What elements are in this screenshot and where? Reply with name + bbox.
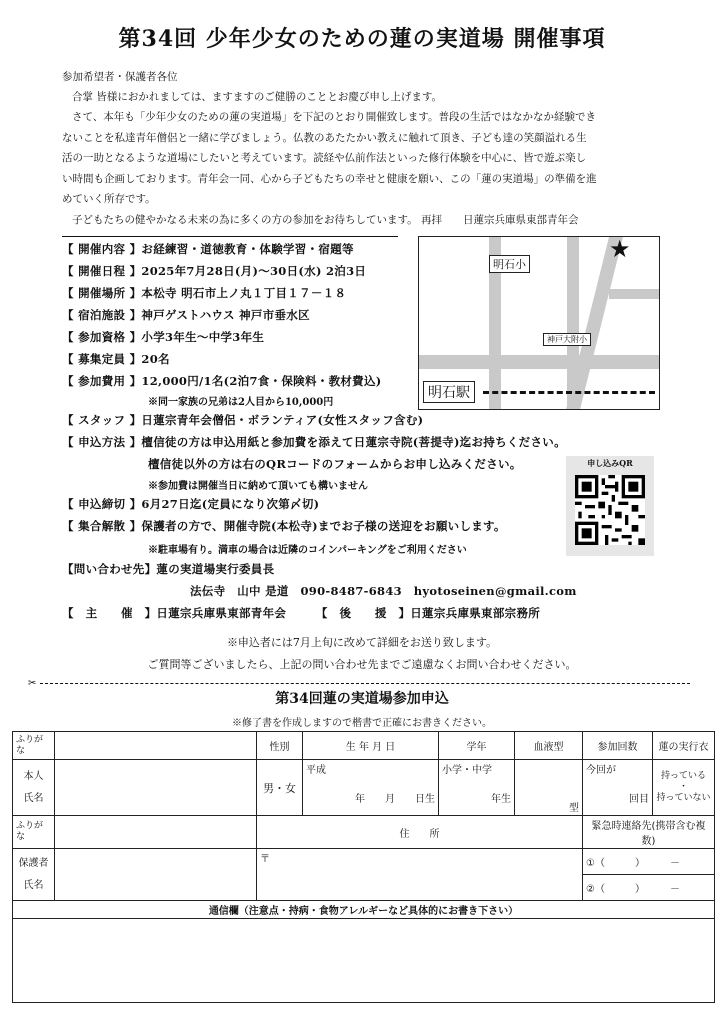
guardian-name-input[interactable]	[55, 849, 257, 901]
birth-header: 生 年 月 日	[303, 732, 439, 760]
detail-deadline: 【 申込締切 】6月27日迄(定員になり次第〆切)	[62, 497, 320, 511]
era-label: 平成	[306, 765, 326, 776]
address-input[interactable]	[257, 849, 583, 901]
detail-staff: 【 スタッフ 】日蓮宗青年会僧侶・ボランティア(女性スタッフ含む)	[62, 413, 424, 427]
map-label-kobe-fuzoku: 神戸大附小	[543, 333, 591, 346]
address-header: 住 所	[257, 816, 583, 849]
form-note: ※修了書を作成しますので楷書で正確にお書きください。	[232, 718, 492, 729]
count-input[interactable]	[583, 760, 653, 816]
detail-place: 【 開催場所 】本松寺 明石市上ノ丸１丁目１７－１８	[62, 286, 347, 300]
grade-header: 学年	[439, 732, 515, 760]
gender-header: 性別	[257, 732, 303, 760]
postal-mark: 〒	[260, 854, 270, 865]
guardian-furigana-input[interactable]	[55, 816, 257, 849]
emergency-header: 緊急時連絡先(携帯含む複数)	[583, 816, 715, 849]
times-prefix: 今回が	[586, 765, 616, 776]
detail-content: 【 開催内容 】お経練習・道徳教育・体験学習・宿題等	[62, 242, 354, 256]
robe-header: 蓮の実行衣	[653, 732, 715, 760]
furigana-label: ふりがな	[13, 732, 55, 760]
blood-unit: 型	[569, 803, 579, 814]
intro-line: い時間も企画しております。青年会一同、心から子どもたちの幸せと健康を願い、この「蓮の実道場」の準備を進	[62, 173, 597, 185]
remarks-header: 通信欄（注意点・持病・食物アレルギーなど具体的にお書き下さい）	[13, 901, 715, 919]
intro-line: 活の一助となるような道場にしたいと考えています。読経や仏前作法といった修行体験を中心に、皆で遊ぶ楽し	[62, 152, 587, 164]
scissors-icon: ✂	[28, 678, 37, 689]
access-map	[418, 236, 660, 410]
count-header: 参加回数	[583, 732, 653, 760]
school-label: 小学・中学	[442, 765, 492, 776]
detail-apply: 【 申込方法 】檀信徒の方は申込用紙と参加費を添えて日蓮宗寺院(菩提寺)迄お持ちください。	[62, 435, 566, 449]
detail-capacity: 【 募集定員 】20名	[62, 352, 170, 366]
remarks-input[interactable]	[13, 919, 715, 1003]
intro-line: めていく所存です。	[62, 193, 156, 205]
robe-options[interactable]: 持っている ・ 持っていない	[653, 760, 715, 816]
detail-contact: 【問い合わせ先】蓮の実道場実行委員長	[62, 562, 275, 576]
blood-header: 血液型	[515, 732, 583, 760]
parking-note: ※駐車場有り。満車の場合は近隣のコインパーキングをご利用ください	[148, 545, 467, 556]
phone-1-input[interactable]: ①（ ） －	[583, 849, 715, 875]
map-label-station: 明石駅	[423, 381, 475, 403]
self-name-label: 本人 氏名	[13, 760, 55, 816]
fee-note: ※同一家族の兄弟は2人目から10,000円	[148, 397, 334, 408]
apply-note: ※参加費は開催当日に納めて頂いても構いません	[148, 481, 368, 492]
detail-meeting: 【 集合解散 】保護者の方で、開催寺院(本松寺)までお子様の送迎をお願いします。	[62, 519, 506, 533]
detail-fee: 【 参加費用 】12,000円/1名(2泊7食・保険料・教材費込)	[62, 374, 382, 388]
ymd-label: 年 月 日生	[355, 794, 435, 805]
qr-label: 申し込みQR	[587, 458, 633, 468]
qr-panel	[566, 456, 654, 556]
detail-date: 【 開催日程 】2025年7月28日(月)～30日(水) 2泊3日	[62, 264, 367, 278]
map-label-akashi-sho: 明石小	[489, 255, 530, 273]
intro-line: 合掌 皆様におかれましては、ますますのご健勝のこととお慶び申し上げます。	[72, 91, 442, 103]
guardian-name-label: 保護者 氏名	[13, 849, 55, 901]
self-name-input[interactable]	[55, 760, 257, 816]
birth-input[interactable]	[303, 760, 439, 816]
railway-line	[483, 391, 655, 394]
intro-line: さて、本年も「少年少女のための蓮の実道場」を下記のとおり開催致します。普段の生活ではなかなか経験でき	[72, 111, 596, 123]
qr-code-icon[interactable]	[575, 475, 645, 545]
intro-line: ないことを私達青年僧侶と一緒に学びましょう。仏教のあたたかい教えに触れて頂き、子ども達の笑顔溢れる生	[62, 132, 587, 144]
furigana-input[interactable]	[55, 732, 257, 760]
detail-lodging: 【 宿泊施設 】神戸ゲストハウス 神戸市垂水区	[62, 308, 310, 322]
gender-options[interactable]: 男・女	[257, 760, 303, 816]
grade-input[interactable]	[439, 760, 515, 816]
notice-2: ご質問等ございましたら、上記の問い合わせ先までご遠慮なくお問い合わせください。	[147, 658, 577, 671]
page-title: 第34回 少年少女のための蓮の実道場 開催事項	[118, 26, 606, 52]
times-unit: 回目	[629, 794, 649, 805]
detail-eligibility: 【 参加資格 】小学3年生～中学3年生	[62, 330, 265, 344]
guardian-furigana-label: ふりがな	[13, 816, 55, 849]
contact-info: 法伝寺 山中 是道 090-8487-6843 hyotoseinen@gmail.com	[190, 584, 577, 598]
detail-organizer: 【 主 催 】日蓮宗兵庫県東部青年会 【 後 援 】日蓮宗兵庫県東部宗務所	[62, 606, 541, 620]
notice-1: ※申込者には7月上旬に改めて詳細をお送り致します。	[226, 636, 498, 649]
divider	[62, 236, 398, 237]
salutation: 参加希望者・保護者各位	[62, 71, 178, 83]
application-form	[12, 731, 715, 1003]
detail-apply-2: 檀信徒以外の方は右のQRコードのフォームからお申し込みください。	[148, 457, 522, 471]
form-title: 第34回蓮の実道場参加申込	[275, 691, 449, 707]
star-icon: ★	[609, 235, 631, 263]
intro-line: 子どもたちの健やかなる未来の為に多くの方の参加をお待ちしています。 再拝 日蓮宗兵庫県東部青年会	[72, 214, 579, 226]
phone-2-input[interactable]: ②（ ） －	[583, 875, 715, 901]
blood-input[interactable]	[515, 760, 583, 816]
grade-unit: 年生	[491, 794, 511, 805]
